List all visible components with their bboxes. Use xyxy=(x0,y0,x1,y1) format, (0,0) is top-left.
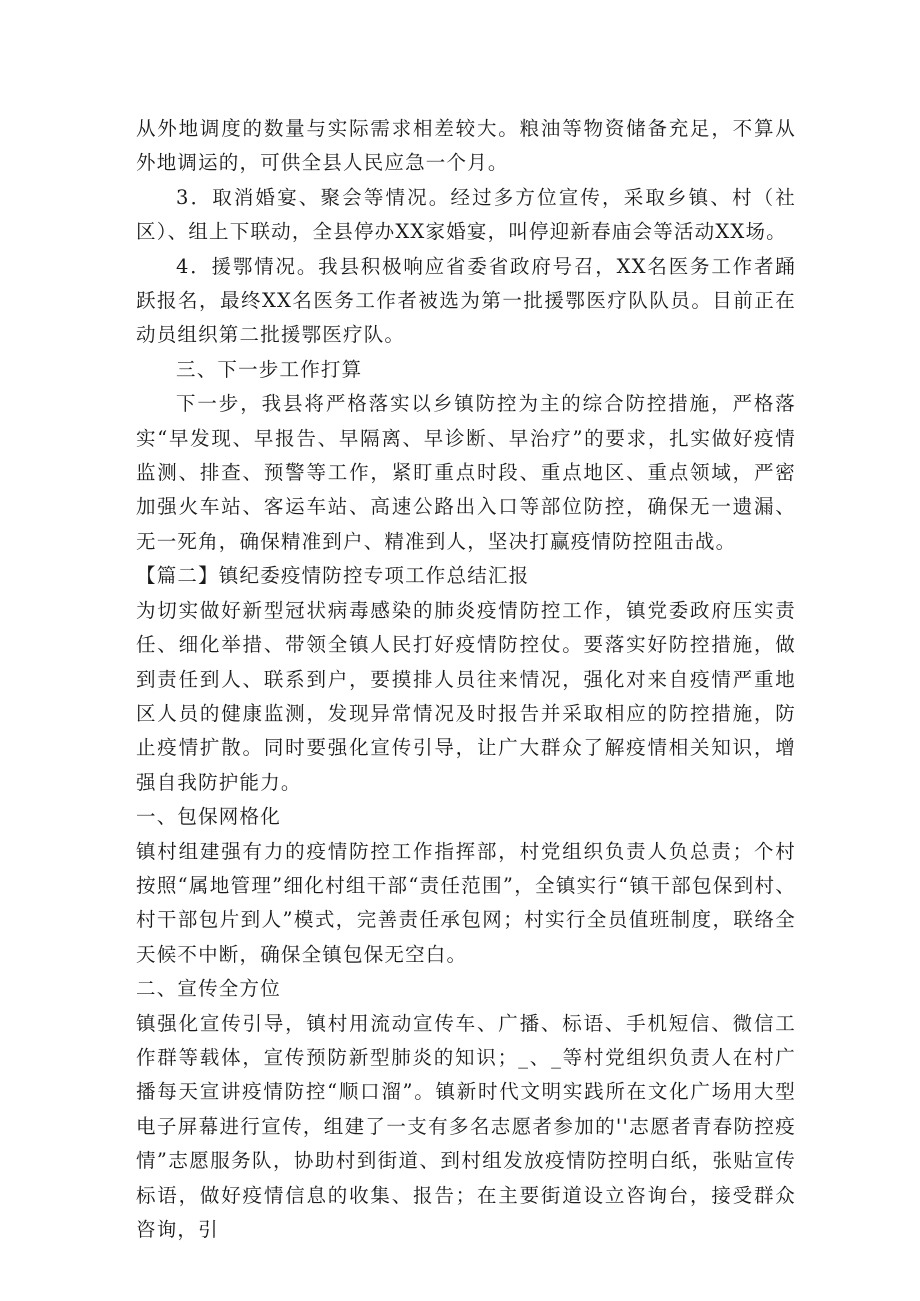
body-paragraph: 镇强化宣传引导，镇村用流动宣传车、广播、标语、手机短信、微信工作群等载体，宣传预防新型肺炎的知识；_、_等村党组织负责人在村广播每天宣讲疫情防控“顺口溜”。镇新时代文明实践所在文化广场用大型电子屏幕进行宣传，组建了一支有多名志愿者参加的''志愿者青春防控疫情”志愿服务队，协助村到街道、到村组发放疫情防控明白纸，张贴宣传标语，做好疫情信息的收集、报告；在主要街道设立咨询台，接受群众咨询，引 xyxy=(136,1011,796,1241)
body-paragraph: 为切实做好新型冠状病毒感染的肺炎疫情防控工作，镇党委政府压实责任、细化举措、带领全镇人民打好疫情防控仗。要落实好防控措施，做到责任到人、联系到户，要摸排人员往来情况，强化对来自疫情严重地区人员的健康监测，发现异常情况及时报告并采取相应的防控措施，防止疫情扩散。同时要强化宣传引导，让广大群众了解疫情相关知识，增强自我防护能力。 xyxy=(136,598,796,794)
body-paragraph: 镇村组建强有力的疫情防控工作指挥部，村党组织负责人负总责；个村按照“属地管理”细化村组干部“责任范围”，全镇实行“镇干部包保到村、村干部包片到人”模式，完善责任承包网；村实行全员值班制度，联络全天候不中断，确保全镇包保无空白。 xyxy=(136,839,796,966)
article-title: 【篇二】镇纪委疫情防控专项工作总结汇报 xyxy=(136,564,530,588)
body-paragraph: 4．援鄂情况。我县积极响应省委省政府号召，XX名医务工作者踊跃报名，最终XX名医务工作者被选为第一批援鄂医疗队队员。目前正在动员组织第二批援鄂医疗队。 xyxy=(136,254,796,347)
body-paragraph: 从外地调度的数量与实际需求相差较大。粮油等物资储备充足，不算从外地调运的，可供全县人民应急一个月。 xyxy=(136,117,796,175)
section-heading: 三、下一步工作打算 xyxy=(176,357,363,381)
section-heading: 一、包保网格化 xyxy=(136,805,281,829)
document-body xyxy=(136,112,796,1247)
body-paragraph: 下一步，我县将严格落实以乡镇防控为主的综合防控措施，严格落实“早发现、早报告、早隔离、早诊断、早治疗”的要求，扎实做好疫情监测、排查、预警等工作，紧盯重点时段、重点地区、重点领域，严密加强火车站、客运车站、高速公路出入口等部位防控，确保无一遗漏、无一死角，确保精准到户、精准到人，坚决打赢疫情防控阻击战。 xyxy=(136,392,796,553)
body-paragraph: 3．取消婚宴、聚会等情况。经过多方位宣传，采取乡镇、村（社区）、组上下联动，全县停办XX家婚宴，叫停迎新春庙会等活动XX场。 xyxy=(136,185,796,244)
section-heading: 二、宣传全方位 xyxy=(136,977,281,1001)
